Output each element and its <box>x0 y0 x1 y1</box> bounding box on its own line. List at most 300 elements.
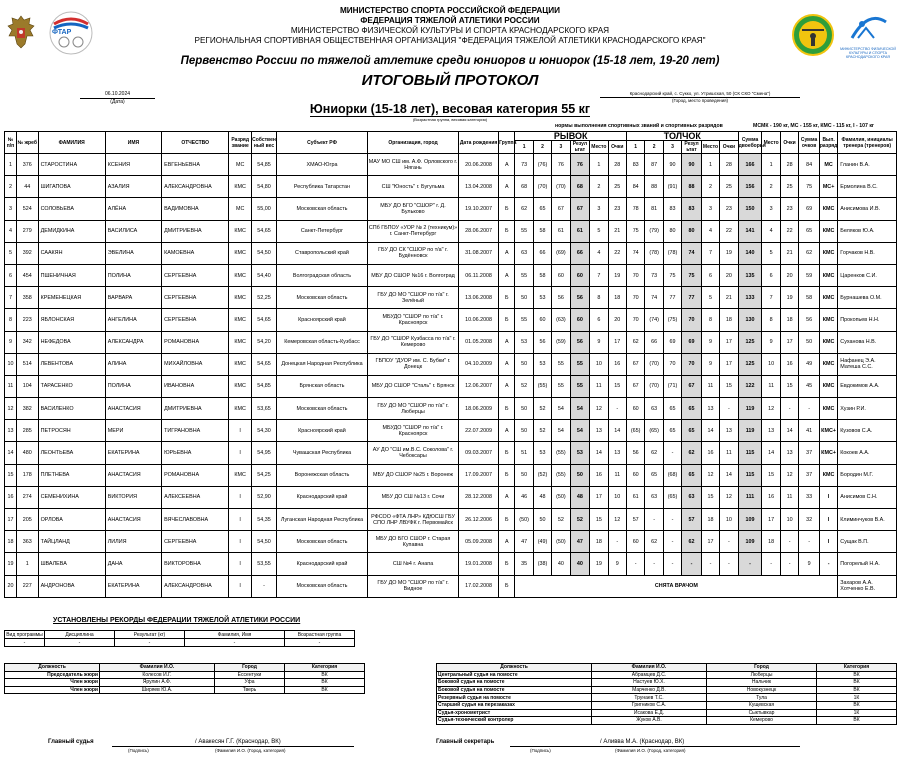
cell-name: ЕКАТЕРИНА <box>105 442 161 464</box>
official-name: Трунаев Т.С. <box>592 694 707 702</box>
cell-patronymic: АЛЕКСАНДРОВНА <box>162 575 229 597</box>
cell-org: МБУ ДО БГО СШОР г. Старая Купавна <box>368 531 459 553</box>
cell-place: 20 <box>5 575 17 597</box>
cell-region: Московская область <box>276 575 367 597</box>
cell-snatch-2: 53 <box>533 287 551 309</box>
cell-cj-3: 75 <box>663 264 681 286</box>
cell-cj-points: 12 <box>720 486 738 508</box>
cell-dob: 17.02.2008 <box>459 575 499 597</box>
official-city: Кемерово <box>707 717 817 725</box>
cell-team-points: 50 <box>799 331 820 353</box>
cell-snatch-result: 52 <box>570 509 590 531</box>
cell-bodyweight: 52,25 <box>252 287 277 309</box>
cell-cj-result: 65 <box>682 420 702 442</box>
cell-cj-2: (70) <box>645 375 663 397</box>
cell-cj-result: 69 <box>682 331 702 353</box>
cell-snatch-2: 60 <box>533 309 551 331</box>
cell-snatch-1: 46 <box>515 486 533 508</box>
cell-bodyweight: 54,65 <box>252 309 277 331</box>
cell-cj-place: 6 <box>701 264 719 286</box>
cell-bodyweight: 54,40 <box>252 264 277 286</box>
cell-name: АЛЕКСАНДРА <box>105 331 161 353</box>
official-role: Старший судья на перезаказах <box>437 701 592 709</box>
officials-header: Город <box>707 664 817 672</box>
cell-rank: КМС <box>229 353 252 375</box>
cell-name: АЛИНА <box>105 353 161 375</box>
cell-lot: 358 <box>16 287 38 309</box>
cell-cj-2: - <box>645 553 663 575</box>
cell-group: А <box>499 531 515 553</box>
cell-region: Брянская область <box>276 375 367 397</box>
cell-done-rank: I <box>819 531 837 553</box>
cell-bodyweight: 55,00 <box>252 198 277 220</box>
officials-row <box>437 701 897 709</box>
officials-header-row <box>5 664 365 672</box>
records-header: Дисциплина <box>45 631 115 639</box>
col-cj: ТОЛЧОК <box>626 132 738 141</box>
cell-snatch-place: 9 <box>590 331 608 353</box>
date-value: 06.10.2024 <box>80 91 155 99</box>
cell-total: 150 <box>738 198 762 220</box>
cell-dob: 19.10.2007 <box>459 198 499 220</box>
cell-cj-3: 65 <box>663 398 681 420</box>
page-header <box>120 6 780 46</box>
cell-total-place: 8 <box>762 309 780 331</box>
official-category: 1К <box>817 709 897 717</box>
officials-header: Фамилия И.О. <box>592 664 707 672</box>
cell-cj-1: 70 <box>626 309 644 331</box>
cell-org: МБУ ДО СШ №13 г. Сочи <box>368 486 459 508</box>
cell-snatch-2: 58 <box>533 220 551 242</box>
cell-org: ГБУ ДО МО "СШОР по т/а" г. Люберцы <box>368 398 459 420</box>
officials-header: Должность <box>437 664 592 672</box>
cell-cj-points: - <box>720 553 738 575</box>
col-total-points: Очки <box>780 132 798 154</box>
cell-done-rank: КМС <box>819 353 837 375</box>
cell-snatch-2: 50 <box>533 509 551 531</box>
category-subtitle: (Возрастная группа, весовая категория) <box>412 117 488 122</box>
cell-snatch-points: 18 <box>608 287 626 309</box>
cell-snatch-2: 66 <box>533 242 551 264</box>
cell-cj-points: 21 <box>720 287 738 309</box>
table-row <box>5 398 897 420</box>
cell-patronymic: СЕРГЕЕВНА <box>162 531 229 553</box>
cell-bodyweight: 54,30 <box>252 420 277 442</box>
cell-done-rank: КМС <box>819 198 837 220</box>
cell-cj-1: 74 <box>626 242 644 264</box>
cell-cj-place: 7 <box>701 242 719 264</box>
cell-rank: КМС <box>229 375 252 397</box>
ministry-krasnodar-logo <box>840 12 896 60</box>
col-dob: Дата рождения <box>459 132 499 154</box>
table-row <box>5 198 897 220</box>
records-cell: - <box>45 639 115 647</box>
cell-rank: КМС <box>229 309 252 331</box>
cell-total: 119 <box>738 420 762 442</box>
cell-lot: 205 <box>16 509 38 531</box>
cell-group: Б <box>499 287 515 309</box>
cell-place: 3 <box>5 198 17 220</box>
cell-group: А <box>499 420 515 442</box>
officials-header: Категория <box>285 664 365 672</box>
cell-surname: ПЕТРОСЯН <box>38 420 105 442</box>
cell-snatch-1: 50 <box>515 464 533 486</box>
cell-coach: Сущак В.П. <box>838 531 897 553</box>
cell-snatch-result: 61 <box>570 220 590 242</box>
cell-rank: I <box>229 575 252 597</box>
cell-cj-2: 66 <box>645 331 663 353</box>
cell-region: Краснодарский край <box>276 486 367 508</box>
cell-org: АУ ДО "СШ им.В.С. Соколова" г. Чебоксары <box>368 442 459 464</box>
cell-cj-2: (65) <box>645 420 663 442</box>
header-line: МИНИСТЕРСТВО СПОРТА РОССИЙСКОЙ ФЕДЕРАЦИИ <box>339 6 561 15</box>
cell-cj-place: 4 <box>701 220 719 242</box>
cell-cj-result: 62 <box>682 442 702 464</box>
cell-total-points: 10 <box>780 509 798 531</box>
cell-total: 125 <box>738 353 762 375</box>
cell-place: 15 <box>5 464 17 486</box>
cell-place: 8 <box>5 309 17 331</box>
cell-total-points: 13 <box>780 442 798 464</box>
cell-name: ЭВЕЛИНА <box>105 242 161 264</box>
cell-snatch-1: 51 <box>515 442 533 464</box>
cell-cj-result: 67 <box>682 375 702 397</box>
table-row <box>5 442 897 464</box>
cell-total: 115 <box>738 442 762 464</box>
table-row <box>5 264 897 286</box>
cell-bodyweight: 52,90 <box>252 486 277 508</box>
col-surname: ФАМИЛИЯ <box>38 132 105 154</box>
cell-snatch-3: 40 <box>552 553 570 575</box>
cell-org: МБУ ДО СШОР №25 г. Воронеж <box>368 464 459 486</box>
cell-cj-3: (78) <box>663 242 681 264</box>
cell-group: А <box>499 331 515 353</box>
cell-snatch-3: 56 <box>552 287 570 309</box>
col-snatch-2: 2 <box>533 141 551 154</box>
chief-judge-label: Главный судья <box>48 739 94 745</box>
cell-snatch-3: (55) <box>552 442 570 464</box>
cell-cj-points: 14 <box>720 464 738 486</box>
table-row <box>5 575 897 597</box>
cell-cj-place: 8 <box>701 309 719 331</box>
cell-rank: I <box>229 553 252 575</box>
cell-cj-place: 11 <box>701 375 719 397</box>
cell-snatch-points: 14 <box>608 420 626 442</box>
cell-name: МЕРИ <box>105 420 161 442</box>
cell-snatch-3: (63) <box>552 309 570 331</box>
officials-row <box>5 679 365 687</box>
cell-cj-result: 74 <box>682 242 702 264</box>
official-name: Абрамцев Д.С. <box>592 671 707 679</box>
cell-group: А <box>499 176 515 198</box>
cell-done-rank: КМС <box>819 287 837 309</box>
cell-dob: 12.06.2007 <box>459 375 499 397</box>
cell-cj-1: 61 <box>626 486 644 508</box>
col-group: Группа <box>499 132 515 154</box>
cell-place: 12 <box>5 398 17 420</box>
cell-snatch-2: 52 <box>533 398 551 420</box>
cell-rank: КМС <box>229 287 252 309</box>
cell-lot: 44 <box>16 176 38 198</box>
cell-region: Луганская Народная Республика <box>276 509 367 531</box>
cell-done-rank: КМС+ <box>819 442 837 464</box>
cell-patronymic: АЛЕКСАНДРОВНА <box>162 176 229 198</box>
cell-snatch-1: 68 <box>515 176 533 198</box>
cell-cj-result: 57 <box>682 509 702 531</box>
cell-snatch-points: 12 <box>608 509 626 531</box>
official-name: Колесов И.Г. <box>100 671 215 679</box>
cell-cj-result: 77 <box>682 287 702 309</box>
cell-team-points: 49 <box>799 353 820 375</box>
cell-snatch-2: (76) <box>533 154 551 176</box>
cell-snatch-result: 60 <box>570 309 590 331</box>
cell-cj-place: 14 <box>701 420 719 442</box>
cell-snatch-place: 1 <box>590 154 608 176</box>
cell-snatch-1: 55 <box>515 309 533 331</box>
official-name: Марченко Д.В. <box>592 686 707 694</box>
official-category: ВК <box>817 671 897 679</box>
cell-total: 133 <box>738 287 762 309</box>
cell-group: А <box>499 242 515 264</box>
cell-surname: СОЛОВЬЕВА <box>38 198 105 220</box>
cell-place: 14 <box>5 442 17 464</box>
cell-total-points: 16 <box>780 353 798 375</box>
cell-org: СШ №4 г. Анапа <box>368 553 459 575</box>
table-row <box>5 420 897 442</box>
cell-cj-1: 84 <box>626 176 644 198</box>
col-cj-points: Очки <box>720 141 738 154</box>
cell-total-points: - <box>780 531 798 553</box>
results-table <box>4 131 897 598</box>
cell-snatch-1: (50) <box>515 509 533 531</box>
cell-snatch-2: 65 <box>533 198 551 220</box>
cell-cj-1: 67 <box>626 353 644 375</box>
table-row <box>5 154 897 176</box>
cell-surname: СТАРОСТИНА <box>38 154 105 176</box>
cell-snatch-result: 40 <box>570 553 590 575</box>
cell-cj-points: - <box>720 398 738 420</box>
cell-withdrawn: СНЯТА ВРАЧОМ <box>515 575 838 597</box>
cell-rank: КМС <box>229 176 252 198</box>
table-row <box>5 464 897 486</box>
cell-surname: ЛЕВЕНТОВА <box>38 353 105 375</box>
cell-org: РФСОО «ФТА ЛНР» КДЮСШ ГБУ СПО ЛНР ЛВУФК г. Первомайск <box>368 509 459 531</box>
cell-lot: 227 <box>16 575 38 597</box>
cell-total-place: 9 <box>762 331 780 353</box>
cell-snatch-points: 17 <box>608 331 626 353</box>
col-snatch: РЫВОК <box>515 132 627 141</box>
cell-name: ПОЛИНА <box>105 264 161 286</box>
cell-cj-1: 75 <box>626 220 644 242</box>
table-row <box>5 509 897 531</box>
cell-done-rank: МС <box>819 154 837 176</box>
cell-org: МБУ ДО БГО "СШОР" г. Д. Бульково <box>368 198 459 220</box>
col-lot: № жреб <box>16 132 38 154</box>
cell-surname: КРЕМЕНЕЦКАЯ <box>38 287 105 309</box>
cell-lot: 514 <box>16 353 38 375</box>
cell-patronymic: ВИКТОРОВНА <box>162 553 229 575</box>
cell-bodyweight: 54,50 <box>252 531 277 553</box>
cell-surname: ЯБЛОНСКАЯ <box>38 309 105 331</box>
cell-snatch-3: 55 <box>552 375 570 397</box>
cell-snatch-3: 76 <box>552 154 570 176</box>
official-city: Уфа <box>215 679 285 687</box>
official-role: Член жюри <box>5 686 100 694</box>
cell-coach: Погорелый Н.А. <box>838 553 897 575</box>
cell-coach: Беляков Ю.А. <box>838 220 897 242</box>
cell-group: Б <box>499 553 515 575</box>
chief-judge-line <box>112 746 354 747</box>
cell-total-points: 11 <box>780 486 798 508</box>
cell-org: СПб ГБПОУ «УОР № 2 (техникум)» г. Санкт-Петербург <box>368 220 459 242</box>
cell-patronymic: ВАДИМОВНА <box>162 198 229 220</box>
ministry-logo-text: МИНИСТЕРСТВО ФИЗИЧЕСКОЙ КУЛЬТУРЫ И СПОРТА КРАСНОДАРСКОГО КРАЯ <box>840 47 896 60</box>
cell-patronymic: ЕВГЕНЬЕВНА <box>162 154 229 176</box>
cell-region: Республика Татарстан <box>276 176 367 198</box>
cell-snatch-result: 54 <box>570 398 590 420</box>
cell-patronymic: ТИГРАНОВНА <box>162 420 229 442</box>
cell-snatch-1: 50 <box>515 287 533 309</box>
cell-snatch-2: (52) <box>533 464 551 486</box>
cell-group: Б <box>499 442 515 464</box>
officials-row <box>5 686 365 694</box>
cell-snatch-points: 21 <box>608 220 626 242</box>
cell-done-rank: КМС <box>819 220 837 242</box>
cell-dob: 13.06.2008 <box>459 287 499 309</box>
col-cj-place: Место <box>701 141 719 154</box>
cell-place: 18 <box>5 531 17 553</box>
cell-cj-points: 28 <box>720 154 738 176</box>
cell-place: 13 <box>5 420 17 442</box>
cell-dob: 28.06.2007 <box>459 220 499 242</box>
cell-name: АНАСТАСИЯ <box>105 509 161 531</box>
cell-snatch-1: 55 <box>515 264 533 286</box>
official-role: Резервный судья на помосте <box>437 694 592 702</box>
cell-snatch-2: (49) <box>533 531 551 553</box>
cell-cj-3: - <box>663 531 681 553</box>
cell-region: Санкт-Петербург <box>276 220 367 242</box>
cell-cj-2: (74) <box>645 309 663 331</box>
cell-rank: КМС <box>229 331 252 353</box>
cell-cj-3: (75) <box>663 309 681 331</box>
official-name: Исакова Е.Д. <box>592 709 707 717</box>
cell-patronymic: ДМИТРИЕВНА <box>162 398 229 420</box>
col-snatch-3: 3 <box>552 141 570 154</box>
cell-cj-2: (78) <box>645 242 663 264</box>
cell-snatch-points: 16 <box>608 353 626 375</box>
cell-region: Московская область <box>276 287 367 309</box>
cell-surname: ШИГАПОВА <box>38 176 105 198</box>
cell-cj-points: 11 <box>720 442 738 464</box>
official-city: Новокузнецк <box>707 686 817 694</box>
cell-total: 122 <box>738 375 762 397</box>
official-name: Ярулин А.Ф. <box>100 679 215 687</box>
col-cj-1: 1 <box>626 141 644 154</box>
cell-lot: 178 <box>16 464 38 486</box>
table-row <box>5 553 897 575</box>
cell-rank: МС <box>229 154 252 176</box>
cell-snatch-3: (59) <box>552 331 570 353</box>
cell-done-rank: КМС+ <box>819 420 837 442</box>
cell-snatch-3: 55 <box>552 353 570 375</box>
cell-org: МАУ МО СШ им. А.Ф. Орловского г. Нягань <box>368 154 459 176</box>
cell-snatch-points: 9 <box>608 553 626 575</box>
cell-cj-result: 80 <box>682 220 702 242</box>
cell-cj-place: 1 <box>701 154 719 176</box>
official-category: ВК <box>817 701 897 709</box>
chief-judge-sign-hint: (Подпись) <box>128 748 149 753</box>
place-label: (Город, место проведения) <box>671 98 729 103</box>
cell-cj-2: - <box>645 509 663 531</box>
cell-total-place: 12 <box>762 398 780 420</box>
ftar-logo-text: ФТАР <box>52 29 72 36</box>
cell-group: А <box>499 486 515 508</box>
cell-cj-result: 75 <box>682 264 702 286</box>
cell-cj-2: 73 <box>645 264 663 286</box>
cell-surname: СААКЯН <box>38 242 105 264</box>
cell-bodyweight: 54,95 <box>252 442 277 464</box>
cell-snatch-1: 73 <box>515 154 533 176</box>
cell-org: ГБУ ДО МО "СШОР по т/а" г. Зелёный <box>368 287 459 309</box>
cell-total-points: 18 <box>780 309 798 331</box>
cell-region: Волгоградская область <box>276 264 367 286</box>
cell-patronymic: ВЯЧЕСЛАВОВНА <box>162 509 229 531</box>
cell-patronymic: МИХАЙЛОВНА <box>162 353 229 375</box>
chief-secretary-line <box>510 746 800 747</box>
cell-cj-2: 81 <box>645 198 663 220</box>
cell-total: 141 <box>738 220 762 242</box>
cell-cj-3: 69 <box>663 331 681 353</box>
cell-lot: 274 <box>16 486 38 508</box>
col-snatch-1: 1 <box>515 141 533 154</box>
cell-snatch-place: 3 <box>590 198 608 220</box>
cell-cj-result: 70 <box>682 353 702 375</box>
cell-dob: 18.06.2009 <box>459 398 499 420</box>
cell-coach: Бурнашева О.М. <box>838 287 897 309</box>
official-name: Григников С.А. <box>592 701 707 709</box>
cell-cj-2: 62 <box>645 531 663 553</box>
cell-org: ГБПОУ "ДУОР им. С. Бубки" г. Донецк <box>368 353 459 375</box>
cell-patronymic: ДМИТРИЕВНА <box>162 220 229 242</box>
cell-team-points: 62 <box>799 242 820 264</box>
cell-team-points: 37 <box>799 442 820 464</box>
cell-cj-result: 62 <box>682 531 702 553</box>
cell-cj-points: 17 <box>720 331 738 353</box>
kuban-weightlifting-logo <box>792 14 834 56</box>
cell-team-points: 59 <box>799 264 820 286</box>
cell-total-place: 5 <box>762 242 780 264</box>
cell-dob: 09.03.2007 <box>459 442 499 464</box>
cell-snatch-1: 47 <box>515 531 533 553</box>
cell-coach: Климинчуков В.А. <box>838 509 897 531</box>
cell-org: МБУДО "СШОР по т/а" г. Красноярск <box>368 309 459 331</box>
officials-header: Категория <box>817 664 897 672</box>
cell-snatch-1: 50 <box>515 398 533 420</box>
records-cell: - <box>285 639 355 647</box>
coat-of-arms-logo <box>6 14 36 50</box>
cell-snatch-points: 28 <box>608 154 626 176</box>
cell-snatch-3: (50) <box>552 486 570 508</box>
norms-label: нормы выполнения спортивных званий и спортивных разрядов <box>555 123 723 129</box>
cell-lot: 342 <box>16 331 38 353</box>
cell-surname: АНДРОНОВА <box>38 575 105 597</box>
cell-total-points: 23 <box>780 198 798 220</box>
cell-cj-1: 56 <box>626 442 644 464</box>
official-role: Судья-технический контролер <box>437 717 592 725</box>
cell-total: 109 <box>738 531 762 553</box>
cell-done-rank: I <box>819 486 837 508</box>
cell-total: 109 <box>738 509 762 531</box>
